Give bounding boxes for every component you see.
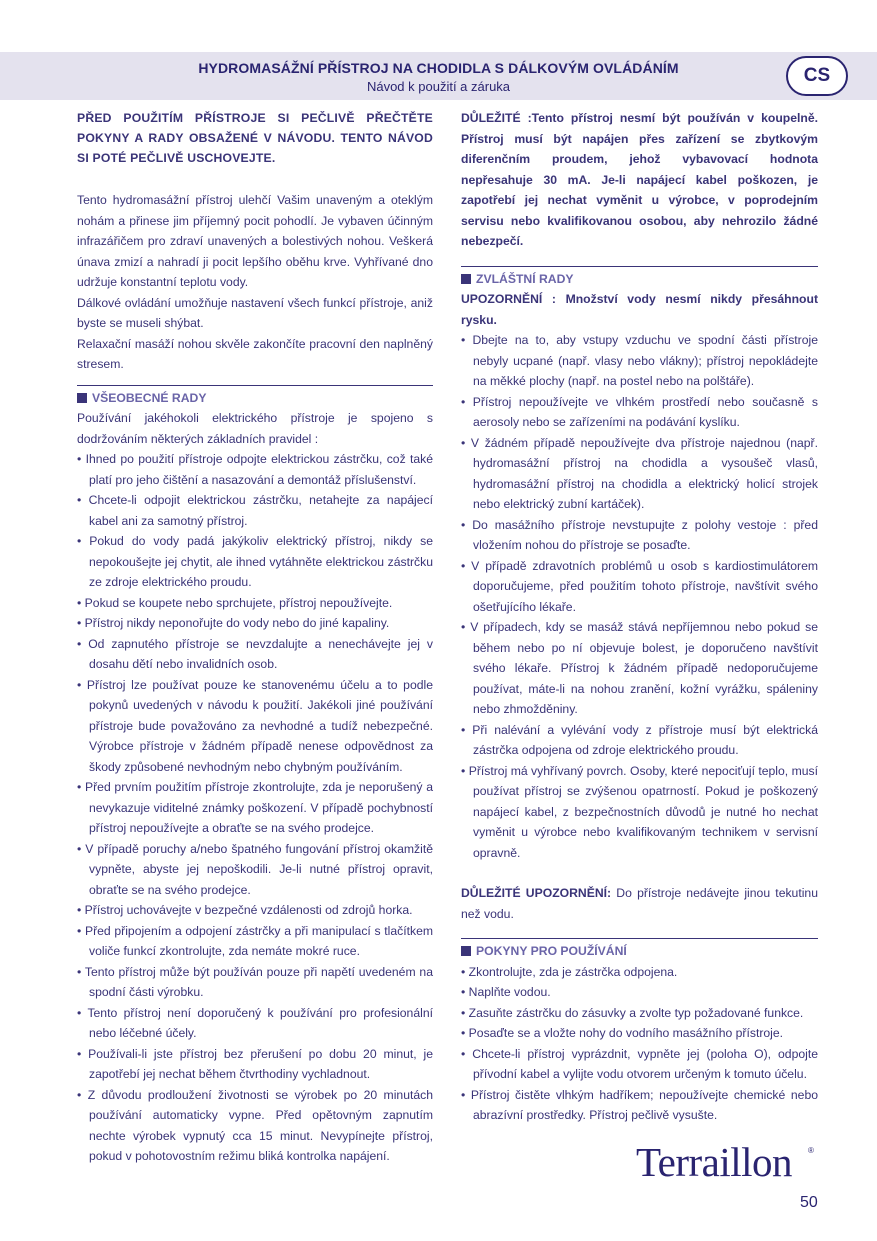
list-item: • Pokud se koupete nebo sprchujete, přístroj nepoužívejte. xyxy=(77,593,433,614)
list-item: • Posaďte se a vložte nohy do vodního masážního přístroje. xyxy=(461,1023,818,1044)
list-item: • Před připojením a odpojení zástrčky a při manipulací s tlačítkem voliče funkcí zkontrolujte, zda nemáte mokré ruce. xyxy=(77,921,433,962)
left-column xyxy=(77,108,433,1167)
brand-logo: Terraillon xyxy=(636,1139,793,1185)
list-item: • Do masážního přístroje nevstupujte z polohy vestoje : před vložením nohou do přístroje se posaďte. xyxy=(461,515,818,556)
list-item: • Přístroj nikdy neponořujte do vody nebo do jiné kapaliny. xyxy=(77,613,433,634)
special-advice-section xyxy=(461,266,818,864)
section-heading: VŠEOBECNÉ RADY xyxy=(77,388,433,409)
document-title: HYDROMASÁŽNÍ PŘÍSTROJ NA CHODIDLA S DÁLKOVÝM OVLÁDÁNÍM xyxy=(198,60,679,76)
list-item: • Pokud do vody padá jakýkoliv elektrický přístroj, nikdy se nepokoušejte jej chytit, ale ihned vytáhněte elektrickou zástrčku ze zdroje elektrického proudu. xyxy=(77,531,433,593)
list-item: • Přístroj lze používat pouze ke stanovenému účelu a to podle pokynů uvedených v návodu k použití. Jakékoli jiné používání přístroje bude považováno za nevhodné a tudíž nebezpečné. Výrobce přístroje v žádném případě nenese odpovědnost za škody způsobené nevhodným nebo chybným používáním. xyxy=(77,675,433,778)
special-advice-list xyxy=(461,330,818,863)
list-item: • V případě poruchy a/nebo špatného fungování přístroj okamžitě vypněte, abyste jej nepoškodili. Je-li nutné přístroj opravit, obraťte se na svého prodejce. xyxy=(77,839,433,901)
list-item: • Zasuňte zástrčku do zásuvky a zvolte typ požadované funkce. xyxy=(461,1003,818,1024)
list-item: • Přístroj má vyhřívaný povrch. Osoby, které nepociťují teplo, musí používat přístroj se zvýšenou opatrností. Pokud je poškozený napájecí kabel, z bezpečnostních důvodů je nutné ho nechat vyměnit u výrobce nebo kvalifikovaným technikem v servisní opravně. xyxy=(461,761,818,864)
caution-note: UPOZORNĚNÍ : Množství vody nesmí nikdy přesáhnout rysku. xyxy=(461,292,819,327)
general-advice-section xyxy=(77,385,433,1167)
list-item: • Před prvním použitím přístroje zkontrolujte, zda je neporušený a nevykazuje viditelné známky poškození. V případě pochybností přístroj nepoužívejte a obraťte se na svého prodejce. xyxy=(77,777,433,839)
list-item: • Při nalévání a vylévání vody z přístroje musí být elektrická zástrčka odpojena od zdroje elektrického proudu. xyxy=(461,720,818,761)
section-lead: Používání jakéhokoli elektrického přístroje je spojeno s dodržováním některých základních pravidel : xyxy=(77,411,433,446)
list-item: • Od zapnutého přístroje se nevzdalujte a nenechávejte jej v dosahu dětí nebo invalidních osob. xyxy=(77,634,433,675)
important-note-2: DŮLEŽITÉ UPOZORNĚNÍ: Do přístroje nedávejte jinou tekutinu než vodu. xyxy=(461,886,818,921)
list-item: • Zkontrolujte, zda je zástrčka odpojena. xyxy=(461,962,818,983)
section-heading: ZVLÁŠTNÍ RADY xyxy=(461,269,818,290)
intro-paragraph: Relaxační masáží nohou skvěle zakončíte pracovní den naplněný stresem. xyxy=(77,336,433,371)
intro-warning: PŘED POUŽITÍM PŘÍSTROJE SI PEČLIVĚ PŘEČTĚTE POKYNY A RADY OBSAŽENÉ V NÁVODU. TENTO NÁVOD SI POTÉ PEČLIVĚ USCHOVEJTE. xyxy=(77,111,433,165)
square-bullet-icon xyxy=(77,393,87,403)
list-item: • Chcete-li přístroj vyprázdnit, vypněte jej (poloha O), odpojte přívodní kabel a vylijte vodu otvorem určeným k tomuto účelu. xyxy=(461,1044,818,1085)
list-item: • Přístroj uchovávejte v bezpečné vzdálenosti od zdrojů horka. xyxy=(77,900,433,921)
list-item: • Naplňte vodou. xyxy=(461,982,818,1003)
usage-list xyxy=(461,962,818,1126)
list-item: • Ihned po použití přístroje odpojte elektrickou zástrčku, což také platí pro jeho čištění a nasazování a demontáž příslušenství. xyxy=(77,449,433,490)
important-note: DŮLEŽITÉ :Tento přístroj nesmí být používán v koupelně. Přístroj musí být napájen přes zařízení se zbytkovým diferenčním proudem, jehož vybavovací hodnota nepřesahuje 30 mA. Je-li napájecí kabel poškozen, je zapotřebí jej nechat vyměnit u výrobce, v poprodejním servisu nebo kvalifikovanou osobou, aby nehrozilo žádné nebezpečí. xyxy=(461,111,818,248)
list-item: • Tento přístroj není doporučený k používání pro profesionální nebo léčebné účely. xyxy=(77,1003,433,1044)
list-item: • Z důvodu prodloužení životnosti se výrobek po 20 minutách používání automaticky vypne. Před opětovným zapnutím nechte výrobek vypnutý cca 15 minut. Nevypínejte přístroj, pokud v pohotovostním režimu bliká kontrolka napájení. xyxy=(77,1085,433,1167)
list-item: • Přístroj čistěte vlhkým hadříkem; nepoužívejte chemické nebo abrazívní prostředky. Přístroj pečlivě vysušte. xyxy=(461,1085,818,1126)
square-bullet-icon xyxy=(461,946,471,956)
general-advice-list xyxy=(77,449,433,1167)
right-column xyxy=(461,108,818,1126)
page-number: 50 xyxy=(800,1194,818,1211)
document-subtitle: Návod k použití a záruka xyxy=(366,79,511,94)
section-heading: POKYNY PRO POUŽÍVÁNÍ xyxy=(461,941,818,962)
usage-section xyxy=(461,938,818,1126)
list-item: • V případě zdravotních problémů u osob s kardiostimulátorem doporučujeme, před použitím tohoto přístroje, navštívit svého ošetřujícího lékaře. xyxy=(461,556,818,618)
square-bullet-icon xyxy=(461,274,471,284)
list-item: • V případech, kdy se masáž stává nepříjemnou nebo pokud se během nebo po ní objevuje bolest, je doporučeno navštívit svého lékaře. Přístroj k žádném případě nedoporučujeme používat, máte-li na nohou zranění, kožní vyrážku, spáleniny nebo zhmožděniny. xyxy=(461,617,818,720)
list-item: • Přístroj nepoužívejte ve vlhkém prostředí nebo současně s aerosoly nebo se zařízeními na podávání kyslíku. xyxy=(461,392,818,433)
intro-paragraph: Tento hydromasážní přístroj ulehčí Vašim unaveným a oteklým nohám a přinese jim příjemný pocit pohodlí. Je vybaven účinným infrazářičem pro zdraví unavených a bolestivých nohou. Veškerá únava zmizí a nahradí ji pocit lepšího oběhu krve. Vyhřívané dno udržuje konstantní teplotu vody. xyxy=(77,193,433,289)
language-badge: CS xyxy=(786,56,848,96)
list-item: • Používali-li jste přístroj bez přerušení po dobu 20 minut, je zapotřebí jej nechat během čtvrthodiny vychladnout. xyxy=(77,1044,433,1085)
list-item: • V žádném případě nepoužívejte dva přístroje najednou (např. hydromasážní přístroj na chodidla a vysoušeč vlasů, hydromasážní přístroj na chodidla a elektrický holicí strojek nebo elektrický zubní kartáček). xyxy=(461,433,818,515)
list-item: • Chcete-li odpojit elektrickou zástrčku, netahejte za napájecí kabel ani za samotný přístroj. xyxy=(77,490,433,531)
list-item: • Tento přístroj může být používán pouze při napětí uvedeném na spodní části výrobku. xyxy=(77,962,433,1003)
registered-mark: ® xyxy=(808,1146,814,1155)
list-item: • Dbejte na to, aby vstupy vzduchu ve spodní části přístroje nebyly ucpané (např. vlasy nebo vlákny); přístroj nepokládejte na měkké plochy (např. na postel nebo na polštáře). xyxy=(461,330,818,392)
intro-paragraph: Dálkové ovládání umožňuje nastavení všech funkcí přístroje, aniž byste se museli shýbat. xyxy=(77,295,433,330)
